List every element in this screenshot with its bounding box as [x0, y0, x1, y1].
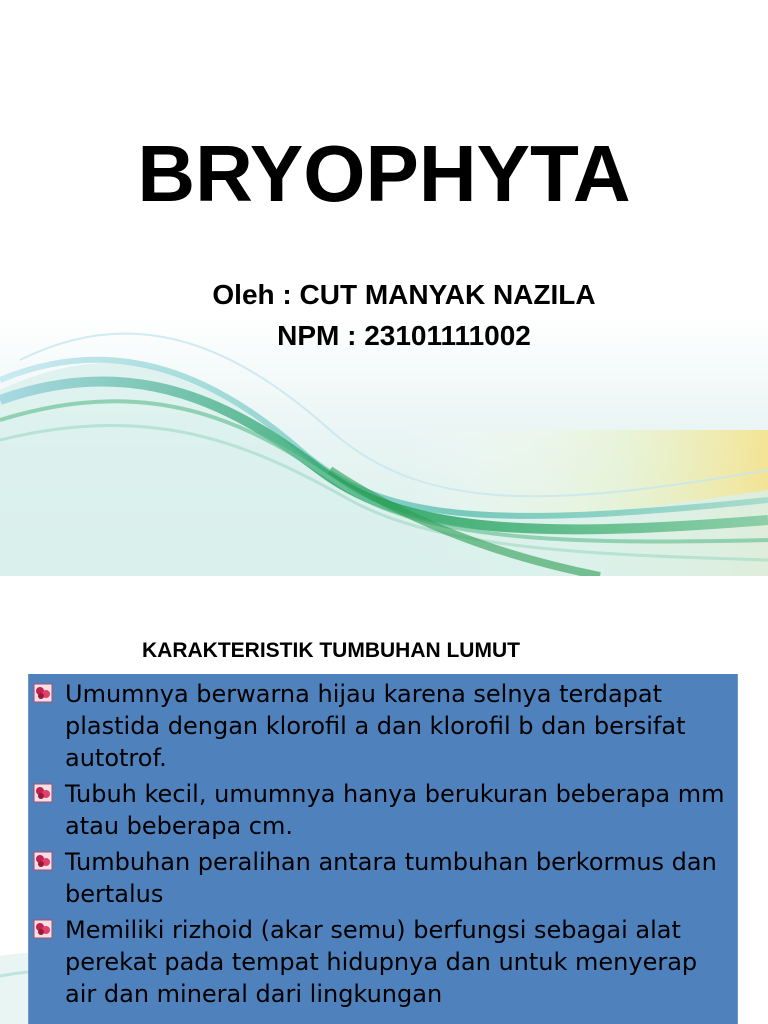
bullet-text: Tumbuhan peralihan antara tumbuhan berkormus dan bertalus: [65, 848, 717, 908]
slide-heading: KARAKTERISTIK TUMBUHAN LUMUT: [142, 639, 520, 662]
bullet-text: Tubuh kecil, umumnya hanya berukuran beberapa mm atau beberapa cm.: [65, 780, 725, 840]
bullet-text: Memiliki rizhoid (akar semu) berfungsi sebagai alat perekat pada tempat hidupnya dan untuk menyerap air dan mineral dari lingkungan: [65, 916, 698, 1008]
author-line: Oleh : CUT MANYAK NAZILA: [212, 279, 596, 310]
flower-bullet-icon: [33, 783, 53, 803]
characteristics-box: [28, 674, 738, 1024]
list-item: [33, 846, 733, 910]
flower-bullet-icon: [33, 851, 53, 871]
flower-bullet-icon: [33, 919, 53, 939]
list-item: [33, 778, 733, 842]
npm-line: NPM : 23101111002: [277, 320, 531, 351]
characteristics-slide: [0, 576, 768, 1024]
flower-bullet-icon: [33, 683, 53, 703]
presentation-title: BRYOPHYTA: [137, 129, 631, 218]
bullet-text: Umumnya berwarna hijau karena selnya terdapat plastida dengan klorofil a dan klorofil b dan bersifat autotrof.: [65, 680, 686, 772]
list-item: [33, 678, 733, 774]
bullet-list: [33, 678, 733, 1014]
list-item: [33, 914, 733, 1010]
